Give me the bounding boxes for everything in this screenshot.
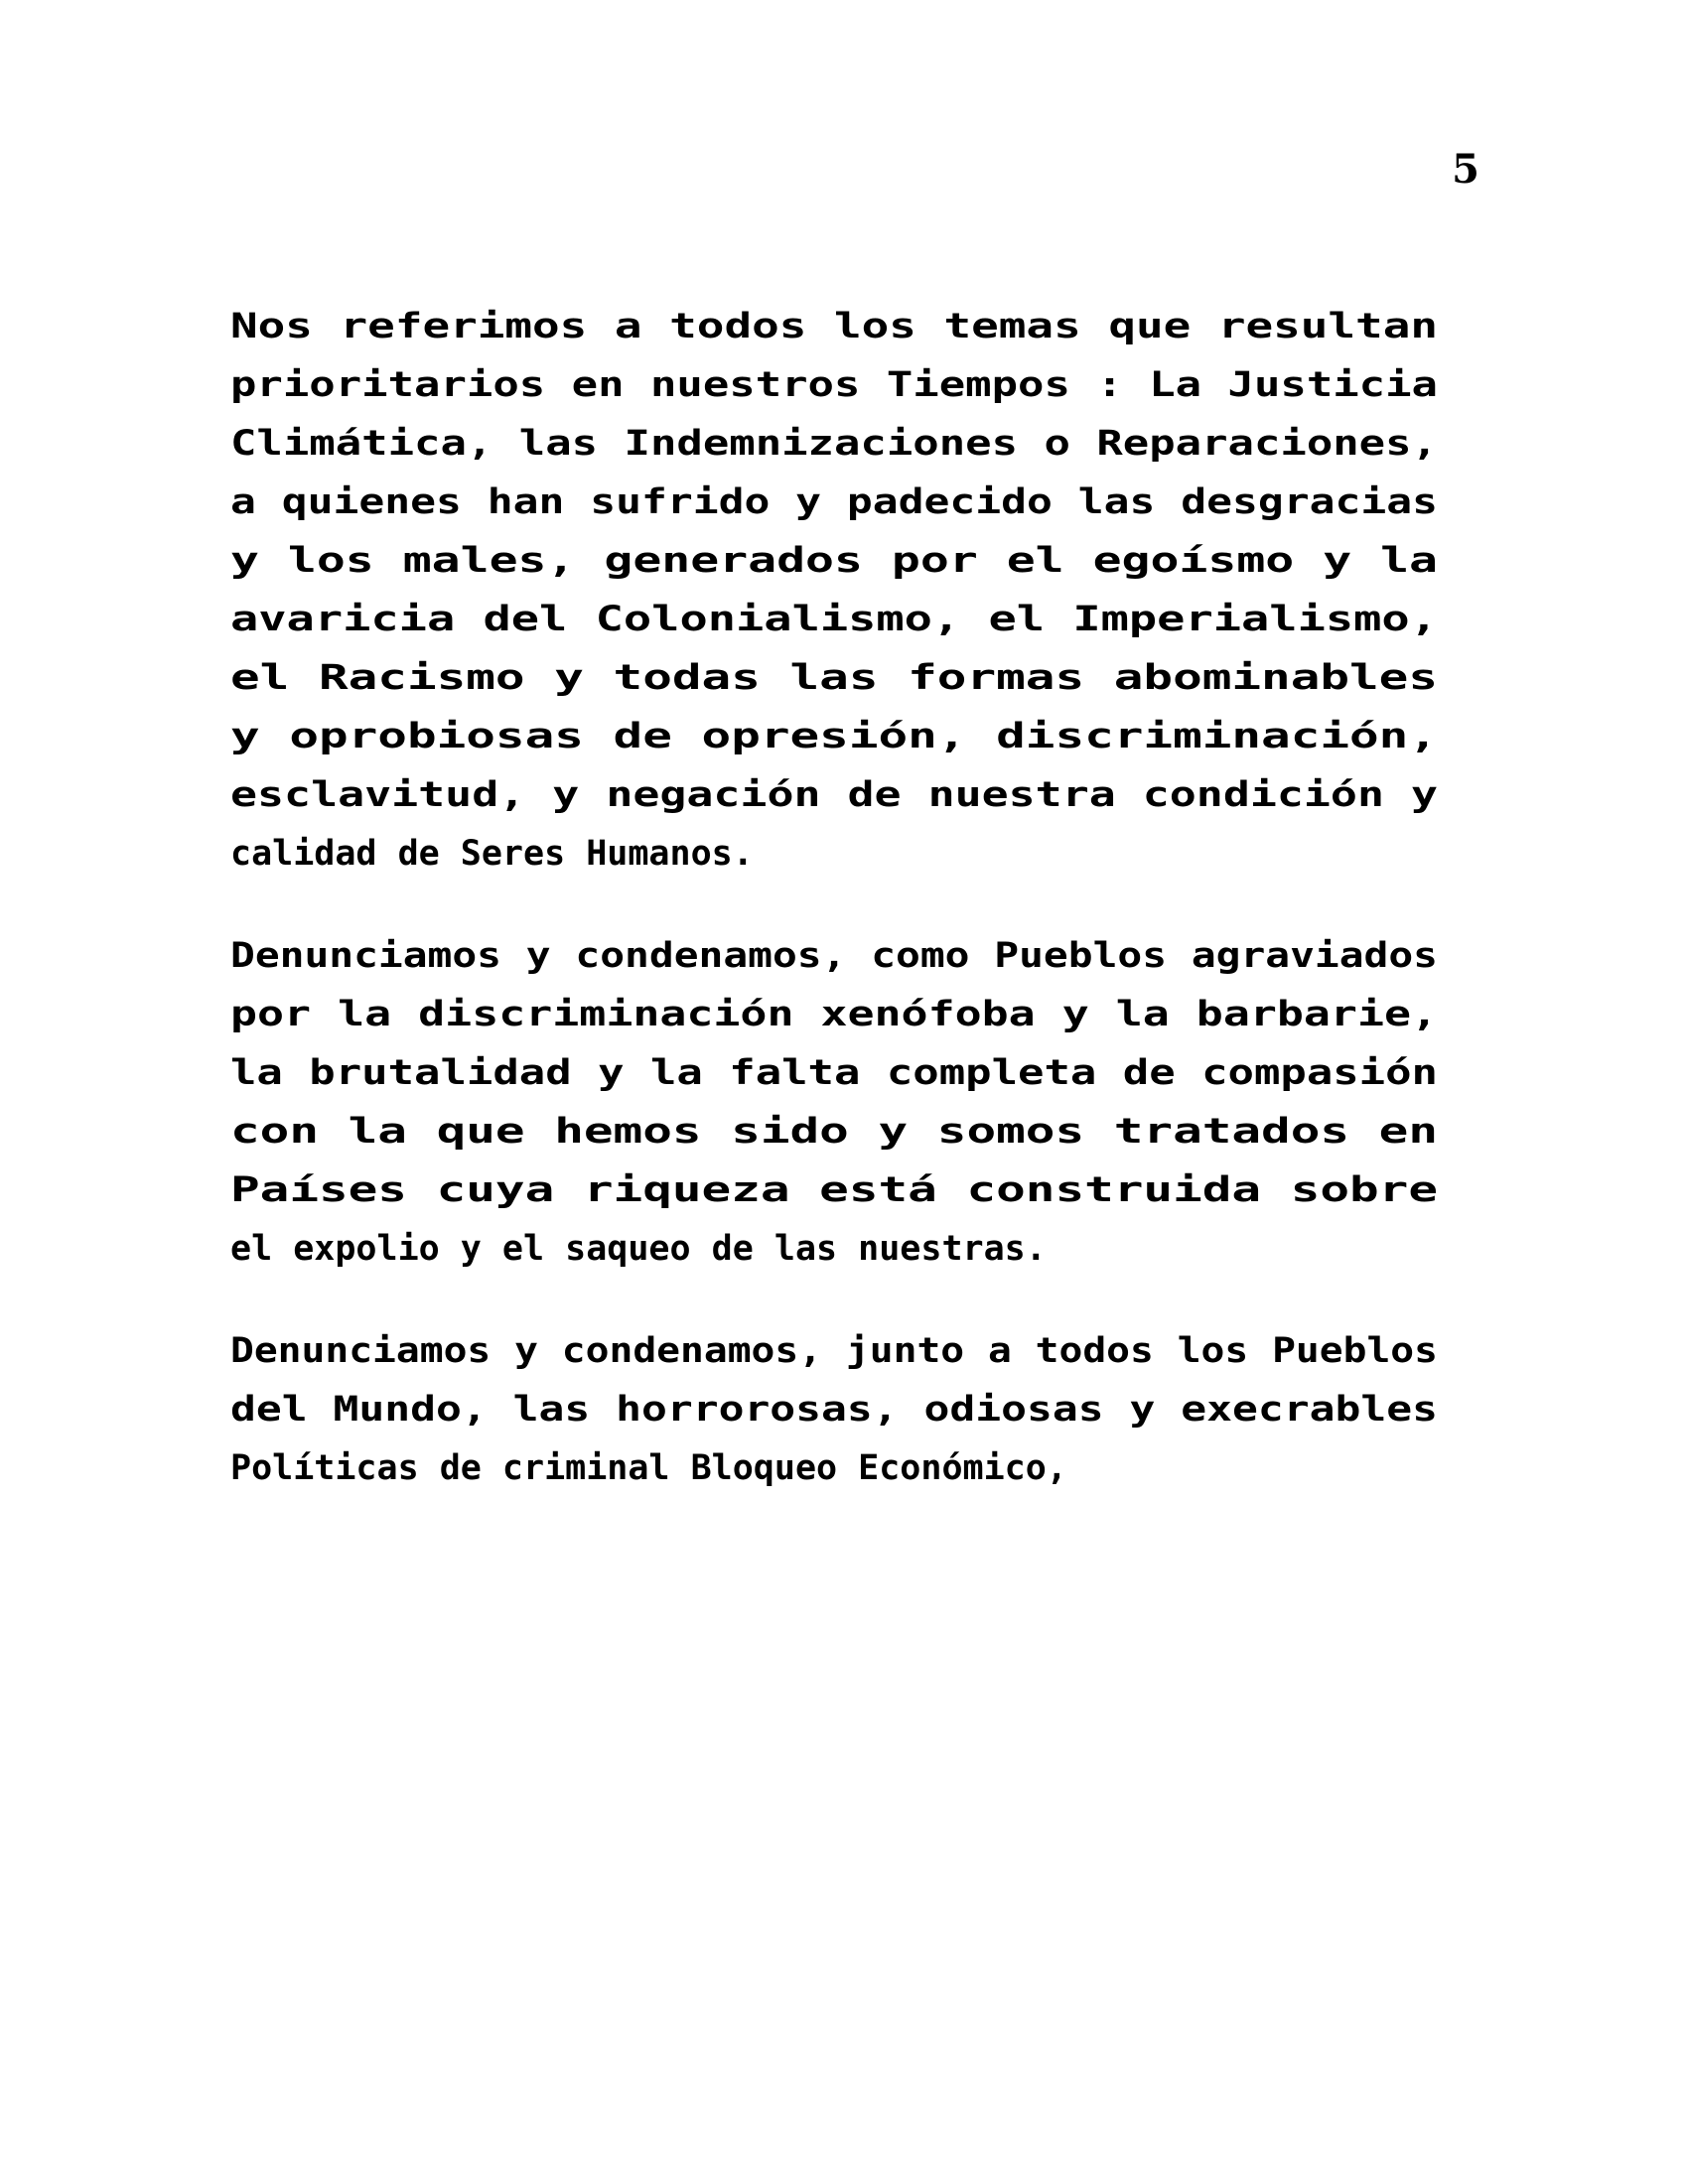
paragraph-2 (230, 927, 1438, 1279)
page-number: 5 (1452, 146, 1479, 193)
text-line-content: prioritarios en nuestros Tiempos : La Justicia (230, 365, 1439, 405)
text-line-content: Políticas de criminal Bloqueo Económico, (230, 1448, 1067, 1488)
text-line-content: Nos referimos a todos los temas que resultan (230, 307, 1438, 346)
text-line-content: el Racismo y todas las formas abominables (230, 658, 1439, 698)
paragraph-1 (230, 298, 1438, 884)
text-line (230, 474, 1438, 532)
text-line (230, 986, 1438, 1044)
text-line (230, 1322, 1438, 1381)
text-line-content: del Mundo, las horrorosas, odiosas y execrables (230, 1390, 1438, 1430)
text-line-content: y los males, generados por el egoísmo y la (230, 541, 1439, 581)
text-line-content: Denunciamos y condenamos, junto a todos los Pueblos (230, 1331, 1438, 1371)
text-line-content: a quienes han sufrido y padecido las desgracias (230, 482, 1438, 522)
text-line (230, 766, 1438, 825)
text-line (230, 298, 1438, 356)
text-line (230, 927, 1438, 986)
text-line-content: Climática, las Indemnizaciones o Reparaciones, (230, 424, 1439, 464)
text-line-content: Países cuya riqueza está construida sobre (230, 1170, 1439, 1210)
text-line (230, 356, 1438, 415)
paragraph-3 (230, 1322, 1438, 1498)
text-line-content: calidad de Seres Humanos. (230, 834, 754, 874)
text-line (230, 649, 1438, 708)
text-line-content: la brutalidad y la falta completa de compasión (230, 1053, 1439, 1093)
text-line (230, 415, 1438, 474)
text-line (230, 1220, 1438, 1279)
text-line-content: con la que hemos sido y somos tratados en (230, 1112, 1439, 1152)
body-text-column (230, 298, 1438, 1498)
text-line (230, 825, 1438, 884)
text-line-content: el expolio y el saqueo de las nuestras. (230, 1229, 1047, 1269)
text-line (230, 708, 1438, 766)
text-line (230, 591, 1438, 649)
text-line (230, 1044, 1438, 1103)
text-line-content: por la discriminación xenófoba y la barbarie, (230, 995, 1439, 1034)
text-line-content: y oprobiosas de opresión, discriminación, (230, 717, 1439, 756)
text-line (230, 532, 1438, 591)
text-line-content: esclavitud, y negación de nuestra condición y (230, 775, 1439, 815)
text-line (230, 1103, 1438, 1161)
text-line-content: Denunciamos y condenamos, como Pueblos agraviados (230, 936, 1439, 976)
text-line-content: avaricia del Colonialismo, el Imperialismo, (230, 600, 1438, 639)
text-line (230, 1161, 1438, 1220)
text-line (230, 1381, 1438, 1439)
text-line (230, 1439, 1438, 1498)
